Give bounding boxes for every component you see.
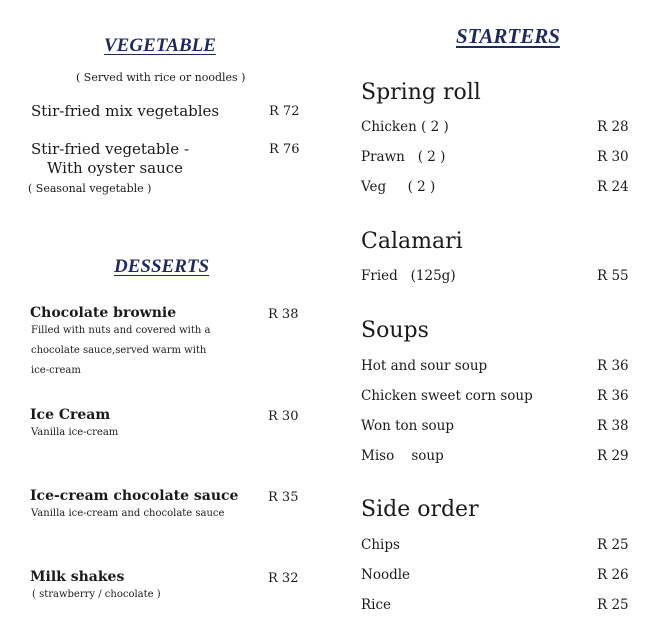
menu-item-price: R 38: [268, 307, 299, 322]
menu-item-name: Ice Cream: [30, 407, 111, 423]
menu-item-description: Vanilla ice-cream: [31, 427, 119, 438]
menu-item-name: Noodle: [361, 567, 411, 583]
menu-item-description: Filled with nuts and covered with a: [31, 325, 211, 336]
menu-item-name: Chips: [361, 537, 400, 553]
group-heading: Calamari: [361, 229, 463, 254]
menu-item-name: Won ton soup: [361, 418, 455, 434]
group-heading: Side order: [361, 497, 479, 522]
menu-item-name: Prawn ( 2 ): [361, 149, 446, 165]
vegetable-note: ( Served with rice or noodles ): [76, 71, 246, 84]
menu-item-description: ( strawberry / chocolate ): [32, 589, 161, 600]
starters-title: STARTERS: [456, 24, 560, 48]
menu-item-price: R 29: [597, 448, 629, 464]
menu-item-price: R 36: [597, 388, 629, 404]
menu-item-description: Vanilla ice-cream and chocolate sauce: [31, 508, 225, 519]
menu-item-price: R 25: [597, 537, 629, 553]
menu-item-price: R 38: [597, 418, 629, 434]
menu-item-description: chocolate sauce,served warm with: [31, 345, 207, 356]
menu-item-price: R 36: [597, 358, 629, 374]
menu-item-price: R 55: [597, 268, 629, 284]
menu-item-subnote: ( Seasonal vegetable ): [28, 182, 152, 195]
menu-item-price: R 25: [597, 597, 629, 613]
menu-item-price: R 28: [597, 119, 629, 135]
menu-item-price: R 32: [268, 571, 299, 586]
menu-item-name: Veg ( 2 ): [361, 179, 436, 195]
menu-item-name: Milk shakes: [30, 569, 125, 585]
menu-item-name: Chicken ( 2 ): [361, 119, 449, 135]
menu-item-description: ice-cream: [31, 365, 81, 376]
menu-item-name: Hot and sour soup: [361, 358, 488, 374]
menu-item-name: Ice-cream chocolate sauce: [30, 488, 239, 504]
menu-item-price: R 24: [597, 179, 629, 195]
menu-item-name: Chocolate brownie: [30, 305, 177, 321]
desserts-title: DESSERTS: [114, 256, 210, 277]
menu-item-name: Stir-fried vegetable -: [31, 140, 190, 158]
menu-item-price: R 72: [269, 104, 300, 119]
menu-item-name: Rice: [361, 597, 392, 613]
menu-item-name: Fried (125g): [361, 268, 456, 284]
menu-item-name: Chicken sweet corn soup: [361, 388, 533, 404]
menu-item-price: R 76: [269, 142, 300, 157]
menu-item-price: R 26: [597, 567, 629, 583]
menu-item-price: R 30: [268, 409, 299, 424]
menu-item-name-line2: With oyster sauce: [47, 159, 184, 177]
menu-item-price: R 35: [268, 490, 299, 505]
menu-item-name: Stir-fried mix vegetables: [31, 102, 220, 120]
menu-item-price: R 30: [597, 149, 629, 165]
group-heading: Soups: [361, 318, 429, 343]
vegetable-title: VEGETABLE: [104, 35, 216, 56]
group-heading: Spring roll: [361, 80, 481, 105]
menu-item-name: Miso soup: [361, 448, 444, 464]
